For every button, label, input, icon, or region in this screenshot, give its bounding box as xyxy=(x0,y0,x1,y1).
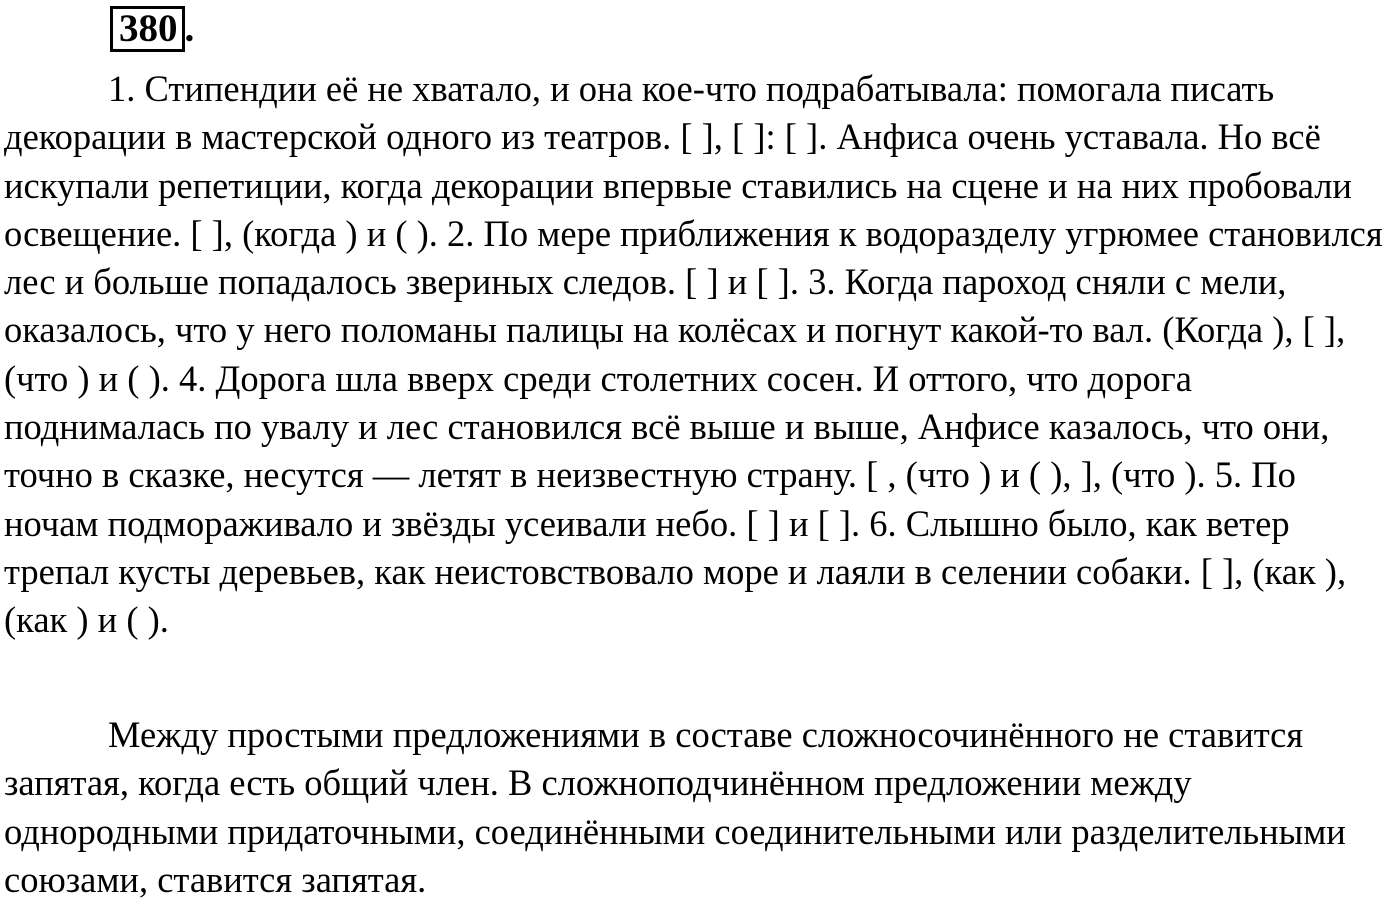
exercise-number-suffix: . xyxy=(184,7,195,50)
exercise-number xyxy=(110,6,194,48)
rule-text: Между простыми предложениями в составе сложносочинённого не ставится запятая, когда есть общий член. В сложноподчинённом предложении между однородными придаточными, соединёнными соединительными или разделительными союзами, ставится запятая. xyxy=(4,714,1346,900)
exercise-number-box: 380 xyxy=(110,6,185,52)
exercise-text: 1. Стипендии её не хватало, и она кое-что подрабатывала: помогала писать декорации в мастерской одного из театров. [ ], [ ]: [ ]. Анфиса очень уставала. Но всё искупали репетиции, когда декорации впервые ставились на сцене и на них пробовали освещение. [ ], (когда ) и ( ). 2. По мере приближения к водоразделу угрюмее становился лес и больше попадалось звериных следов. [ ] и [ ]. 3. Когда пароход сняли с мели, оказалось, что у него поломаны палицы на колёсах и погнут какой-то вал. (Когда ), [ ], (что ) и ( ). 4. Дорога шла вверх среди столетних сосен. И оттого, что дорога поднималась по увалу и лес становился всё выше и выше, Анфисе казалось, что они, точно в сказке, несутся — летят в неизвестную страну. [ , (что ) и ( ), ], (что ). 5. По ночам подмораживало и звёзды усеивали небо. [ ] и [ ]. 6. Слышно было, как ветер трепал кусты деревьев, как неистовствовало море и лаяли в селении собаки. [ ], (как ), (как ) и ( ). xyxy=(4,68,1383,641)
